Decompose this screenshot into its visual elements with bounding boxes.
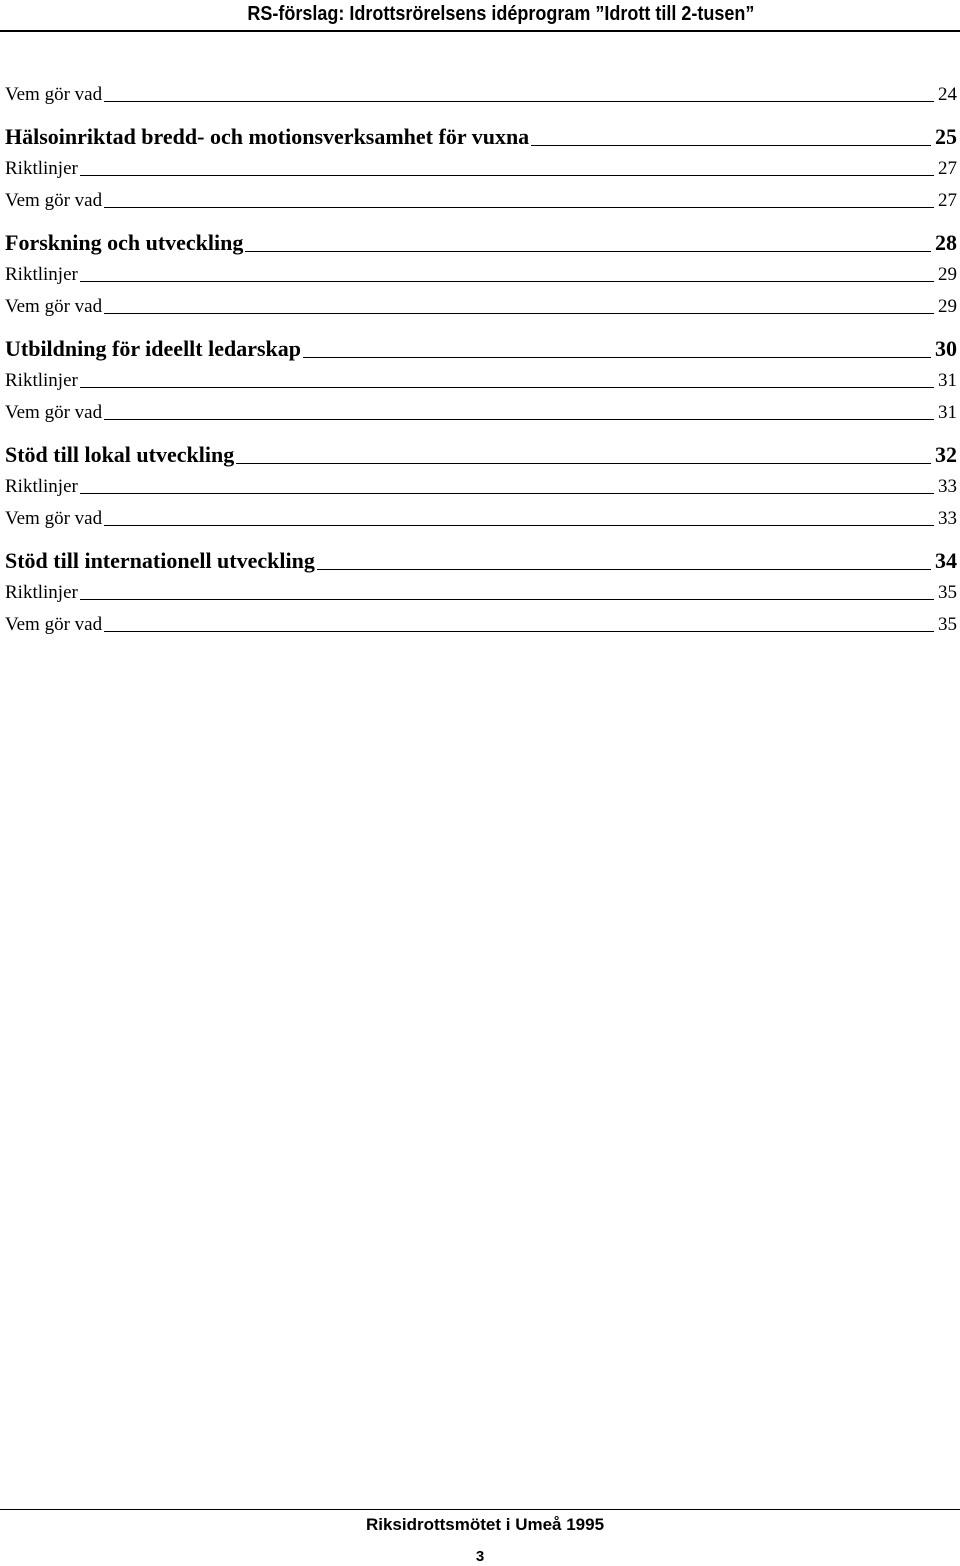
page-number: 3 bbox=[475, 1548, 485, 1565]
toc-entry-page: 35 bbox=[938, 582, 957, 603]
toc-leader-line bbox=[80, 387, 934, 388]
toc-entry-label: Riktlinjer bbox=[5, 582, 78, 603]
toc-entry-label: Forskning och utveckling bbox=[5, 230, 244, 255]
toc-leader-line bbox=[104, 525, 934, 526]
toc-leader-line bbox=[104, 101, 934, 102]
toc-entry-label: Vem gör vad bbox=[5, 190, 103, 211]
toc-leader-line bbox=[245, 251, 931, 252]
toc-entry[interactable] bbox=[5, 442, 957, 468]
toc-entry-label: Riktlinjer bbox=[5, 158, 78, 179]
toc-entry[interactable] bbox=[5, 264, 957, 286]
toc-leader-line bbox=[104, 207, 934, 208]
toc-entry-page: 30 bbox=[935, 336, 957, 361]
toc-entry-label: Vem gör vad bbox=[5, 296, 103, 317]
toc-entry-label: Stöd till lokal utveckling bbox=[5, 442, 235, 467]
toc-entry-page: 33 bbox=[938, 476, 957, 497]
toc-entry-label: Vem gör vad bbox=[5, 508, 103, 529]
toc-entry[interactable] bbox=[5, 84, 957, 106]
toc-entry-label: Vem gör vad bbox=[5, 84, 103, 105]
toc-entry-page: 33 bbox=[938, 508, 957, 529]
toc-entry[interactable] bbox=[5, 370, 957, 392]
toc-entry-page: 25 bbox=[935, 124, 957, 149]
toc-leader-line bbox=[104, 313, 934, 314]
toc-leader-line bbox=[104, 631, 934, 632]
page-footer bbox=[0, 1509, 960, 1565]
page-header bbox=[0, 0, 960, 32]
toc-entry[interactable] bbox=[5, 296, 957, 318]
document-title: RS-förslag: Idrottsrörelsens idéprogram ”Idrott till 2-tusen” bbox=[246, 3, 754, 25]
toc-leader-line bbox=[80, 175, 934, 176]
toc-leader-line bbox=[236, 463, 931, 464]
toc-leader-line bbox=[104, 419, 934, 420]
toc-entry-page: 27 bbox=[938, 190, 957, 211]
toc-leader-line bbox=[80, 599, 934, 600]
toc-leader-line bbox=[80, 281, 934, 282]
toc-entry[interactable] bbox=[5, 508, 957, 530]
toc-entry-label: Vem gör vad bbox=[5, 614, 103, 635]
toc-entry-label: Hälsoinriktad bredd- och motionsverksamhet för vuxna bbox=[5, 124, 530, 149]
toc-entry[interactable] bbox=[5, 582, 957, 604]
toc-leader-line bbox=[531, 145, 931, 146]
toc-entry[interactable] bbox=[5, 476, 957, 498]
toc-leader-line bbox=[303, 357, 931, 358]
toc-entry-label: Utbildning för ideellt ledarskap bbox=[5, 336, 302, 361]
toc-entry-label: Riktlinjer bbox=[5, 370, 78, 391]
toc-entry-page: 31 bbox=[938, 370, 957, 391]
toc-entry-label: Stöd till internationell utveckling bbox=[5, 548, 315, 573]
toc-entry-page: 28 bbox=[935, 230, 957, 255]
toc-entry-page: 27 bbox=[938, 158, 957, 179]
toc-leader-line bbox=[317, 569, 931, 570]
toc-entry-page: 31 bbox=[938, 402, 957, 423]
toc-entry[interactable] bbox=[5, 548, 957, 574]
toc-entry-label: Riktlinjer bbox=[5, 476, 78, 497]
toc-entry-page: 29 bbox=[938, 264, 957, 285]
toc-entry-label: Vem gör vad bbox=[5, 402, 103, 423]
toc-entry[interactable] bbox=[5, 190, 957, 212]
toc-entry-label: Riktlinjer bbox=[5, 264, 78, 285]
toc-entry-page: 34 bbox=[935, 548, 957, 573]
toc-entry[interactable] bbox=[5, 402, 957, 424]
toc-entry[interactable] bbox=[5, 158, 957, 180]
toc-entry[interactable] bbox=[5, 336, 957, 362]
toc-entry-page: 32 bbox=[935, 442, 957, 467]
toc-entry-page: 29 bbox=[938, 296, 957, 317]
toc-entry[interactable] bbox=[5, 614, 957, 636]
toc-entry[interactable] bbox=[5, 230, 957, 256]
toc-entry-page: 35 bbox=[938, 614, 957, 635]
footer-text: Riksidrottsmötet i Umeå 1995 bbox=[365, 1515, 605, 1534]
toc-leader-line bbox=[80, 493, 934, 494]
toc-entry[interactable] bbox=[5, 124, 957, 150]
toc-entry-page: 24 bbox=[938, 84, 957, 105]
